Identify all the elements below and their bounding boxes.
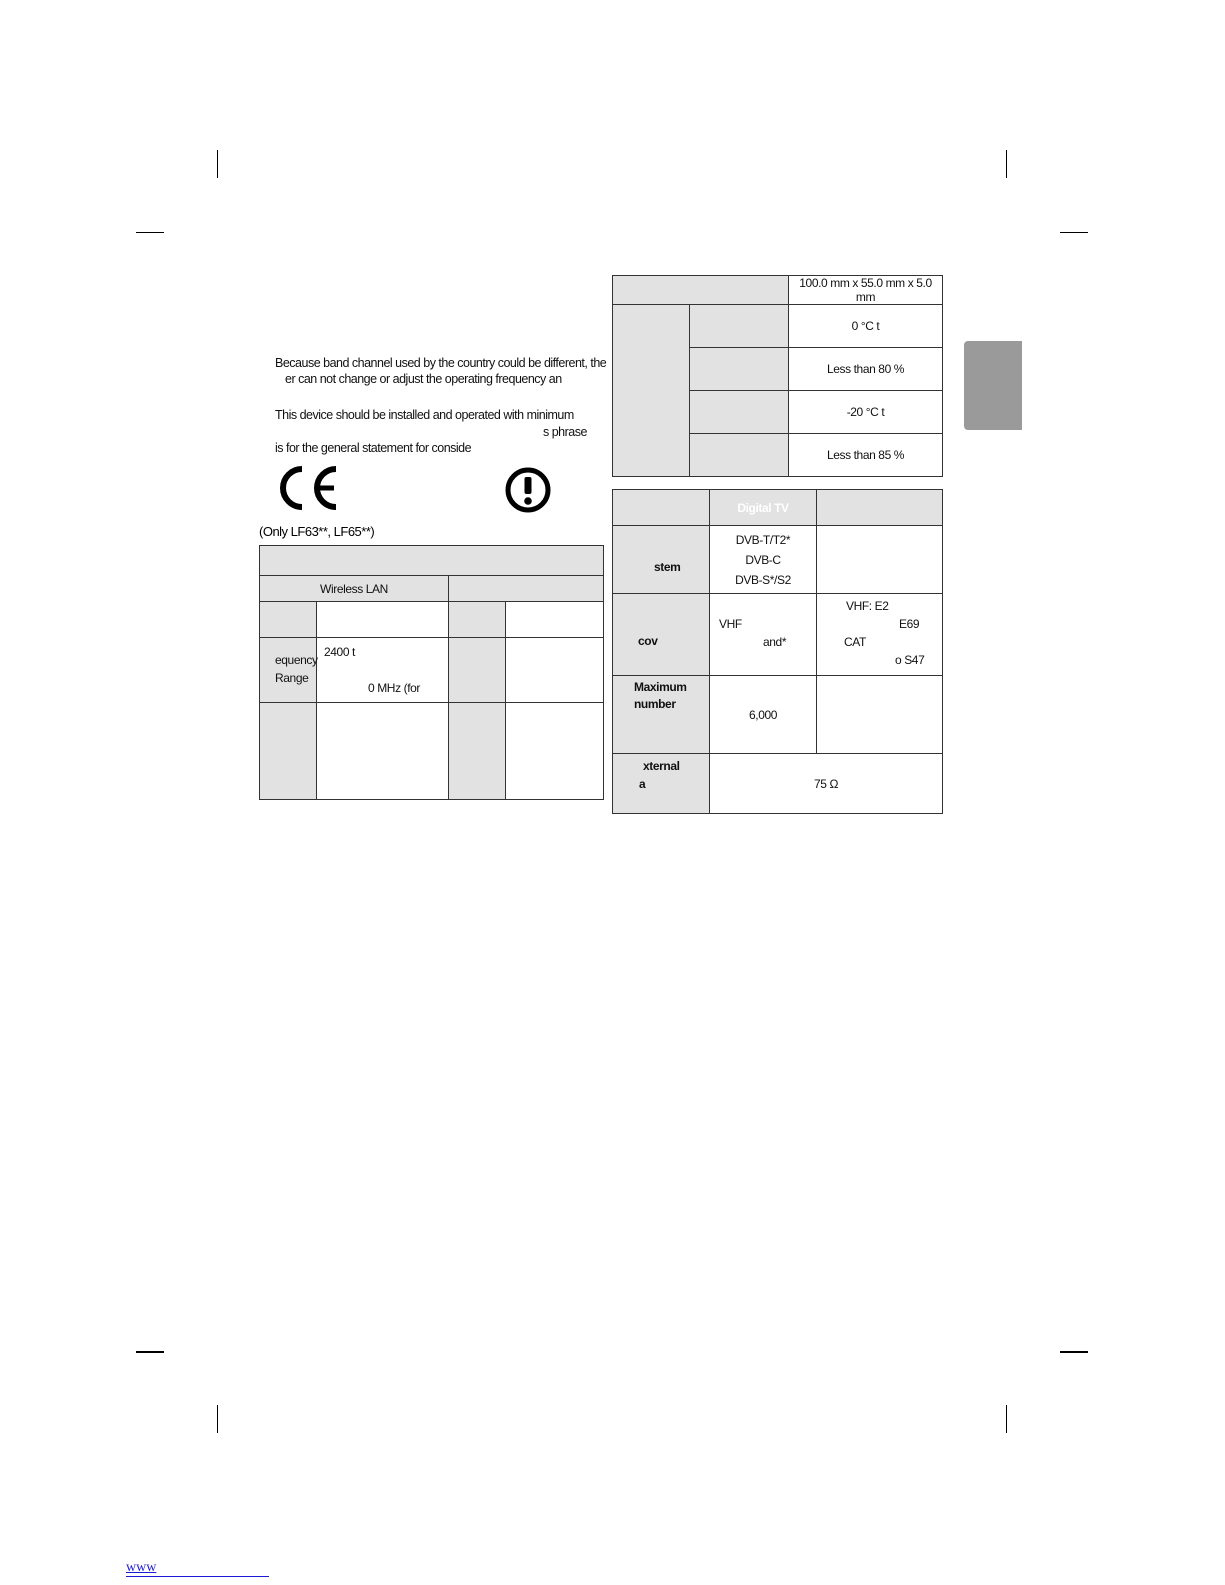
tv-spec-table xyxy=(612,489,943,814)
external-label-line2: a xyxy=(639,777,646,791)
table-cell xyxy=(506,638,604,703)
wireless-spec-table xyxy=(259,545,604,800)
operating-humidity-value: Less than 80 % xyxy=(789,348,943,391)
install-note-line3: is for the general statement for conside xyxy=(275,441,472,455)
coverage-analog-line4: o S47 xyxy=(895,653,925,667)
table-cell xyxy=(449,703,506,800)
storage-temp-label xyxy=(690,391,789,434)
table-cell xyxy=(506,602,604,638)
table-header xyxy=(260,546,604,576)
coverage-analog-line3: CAT xyxy=(844,635,866,649)
wireless-caption: (Only LF63**, LF65**) xyxy=(259,524,375,539)
system-value: DVB-T/T2* xyxy=(735,532,791,547)
environment-label xyxy=(613,305,690,477)
table-cell xyxy=(449,638,506,703)
install-note-line2: s phrase xyxy=(543,425,587,439)
coverage-analog-value xyxy=(817,594,943,676)
storage-humidity-value: Less than 85 % xyxy=(789,434,943,477)
crop-mark xyxy=(217,150,218,178)
operating-temp-label xyxy=(690,305,789,348)
frequency-label-line1: equency xyxy=(275,653,318,667)
external-antenna-value: 75 Ω xyxy=(710,754,943,814)
crop-mark xyxy=(136,1351,164,1353)
band-note-line1: Because band channel used by the country could be different, the xyxy=(275,356,607,370)
max-programmes-value: 6,000 xyxy=(710,676,817,754)
install-note-line1: This device should be installed and operated with minimum xyxy=(275,408,574,422)
max-label-line1: Maximum xyxy=(634,680,687,694)
max-programmes-label xyxy=(613,676,710,754)
external-antenna-label xyxy=(613,754,710,814)
crop-mark xyxy=(1060,232,1088,233)
storage-humidity-label xyxy=(690,434,789,477)
coverage-analog-line2: E69 xyxy=(899,617,920,631)
table-cell xyxy=(317,703,449,800)
analogue-tv-header xyxy=(817,490,943,526)
dimensions-value: 100.0 mm x 55.0 mm x 5.0 mm xyxy=(789,276,943,305)
external-label-line1: xternal xyxy=(643,759,680,773)
frequency-label-line2: Range xyxy=(275,671,309,685)
coverage-label xyxy=(613,594,710,676)
crop-mark xyxy=(1006,1405,1007,1433)
max-programmes-analog-value xyxy=(817,676,943,754)
table-cell xyxy=(449,602,506,638)
coverage-digital-line2: and* xyxy=(763,635,787,649)
table-cell xyxy=(260,602,317,638)
frequency-range-label xyxy=(260,638,317,703)
coverage-analog-line1: VHF: E2 xyxy=(846,599,889,613)
system-label-text: stem xyxy=(654,560,681,574)
wireless-lan-header: Wireless LAN xyxy=(260,576,449,602)
bluetooth-header xyxy=(449,576,604,602)
ce-mark-icon xyxy=(278,464,348,512)
table-header xyxy=(613,490,710,526)
alert-mark-icon xyxy=(504,466,552,514)
frequency-range-value xyxy=(317,638,449,703)
frequency-value-line1: 2400 t xyxy=(324,645,355,659)
language-side-tab xyxy=(964,341,1022,430)
band-note-line2: er can not change or adjust the operating frequency an xyxy=(285,372,562,386)
max-label-line2: number xyxy=(634,697,676,711)
crop-mark xyxy=(1060,1351,1088,1353)
module-spec-table xyxy=(612,275,943,477)
storage-temp-value: -20 °C t xyxy=(789,391,943,434)
system-value: DVB-S*/S2 xyxy=(735,572,791,587)
system-analog-value xyxy=(817,526,943,594)
coverage-digital-value xyxy=(710,594,817,676)
frequency-value-line2: 0 MHz (for xyxy=(368,681,421,695)
coverage-label-text: cov xyxy=(638,634,658,648)
footer-url-link[interactable]: www xyxy=(126,1560,157,1575)
coverage-digital-line1: VHF xyxy=(719,617,742,631)
operating-temp-value: 0 °C t xyxy=(789,305,943,348)
system-digital-value xyxy=(710,526,817,594)
footer-url-underline xyxy=(126,1576,269,1577)
crop-mark xyxy=(1006,150,1007,178)
crop-mark xyxy=(217,1405,218,1433)
operating-humidity-label xyxy=(690,348,789,391)
system-value: DVB-C xyxy=(745,552,781,567)
digital-tv-header: Digital TV xyxy=(710,490,817,526)
table-cell xyxy=(317,602,449,638)
table-cell xyxy=(506,703,604,800)
dimensions-label xyxy=(613,276,789,305)
system-label xyxy=(613,526,710,594)
table-cell xyxy=(260,703,317,800)
crop-mark xyxy=(136,232,164,233)
